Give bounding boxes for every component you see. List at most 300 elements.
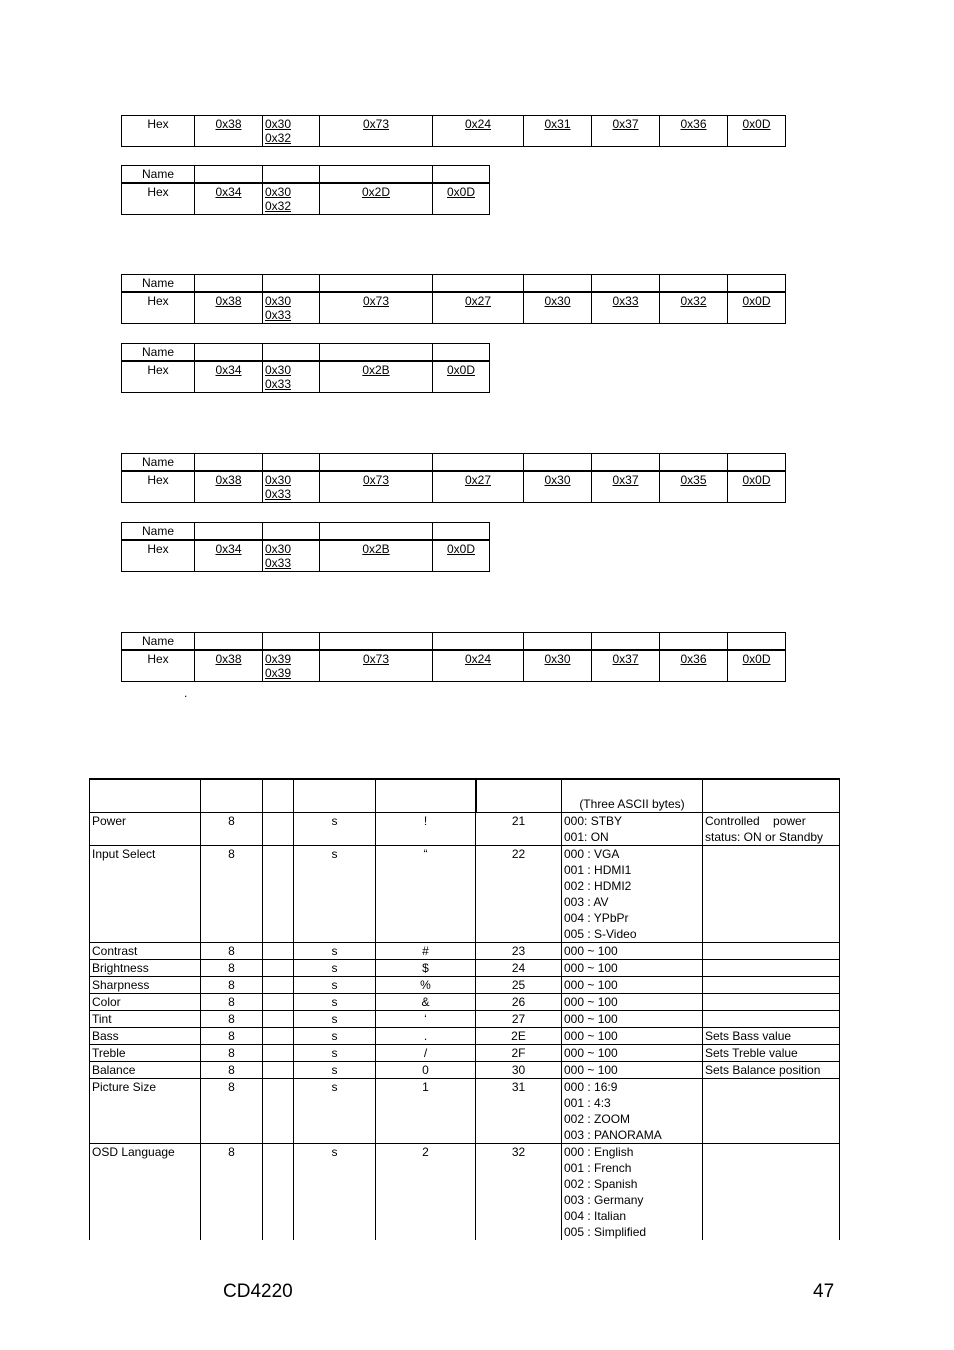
hex-label: Hex xyxy=(122,292,195,324)
hex-value: 0x0D xyxy=(742,117,771,131)
value-range xyxy=(562,994,703,1011)
hex-table xyxy=(121,165,490,215)
value-range xyxy=(562,813,703,846)
hex-value: 0x30 xyxy=(544,473,571,487)
description xyxy=(703,1011,840,1028)
name-cell xyxy=(195,454,263,472)
name-cell xyxy=(263,275,320,293)
hex-cell xyxy=(728,292,786,324)
command: s xyxy=(294,977,376,994)
value-line: 002 : ZOOM xyxy=(564,1112,631,1126)
description xyxy=(703,1062,840,1079)
hex-code: 25 xyxy=(476,977,562,994)
name-cell xyxy=(263,166,320,184)
item-name: Picture Size xyxy=(90,1079,201,1144)
length: 8 xyxy=(201,994,263,1011)
length: 8 xyxy=(201,1045,263,1062)
hex-cell xyxy=(660,650,728,682)
description xyxy=(703,960,840,977)
value-line: 003 : PANORAMA xyxy=(564,1128,662,1142)
spacer xyxy=(263,1028,294,1045)
hex-cell xyxy=(728,471,786,503)
name-cell xyxy=(320,523,433,541)
name-label: Name xyxy=(122,344,195,362)
name-cell xyxy=(433,633,524,651)
name-cell xyxy=(592,275,660,293)
hex-cell xyxy=(524,116,592,147)
hex-cell xyxy=(524,471,592,503)
length: 8 xyxy=(201,1011,263,1028)
hex-value: 0x38 xyxy=(215,294,242,308)
header-cell xyxy=(376,779,476,813)
hex-value: 0x33 xyxy=(265,556,292,570)
hex-value: 0x38 xyxy=(215,117,242,131)
command-row xyxy=(90,1011,840,1028)
header-cell xyxy=(294,779,376,813)
item-name: Treble xyxy=(90,1045,201,1062)
hex-cell xyxy=(195,116,263,147)
description-line: Controlled power xyxy=(705,814,806,828)
hex-code: 24 xyxy=(476,960,562,977)
name-cell xyxy=(195,166,263,184)
hex-value: 0x34 xyxy=(215,542,242,556)
hex-code: 2F xyxy=(476,1045,562,1062)
name-label: Name xyxy=(122,275,195,293)
length: 8 xyxy=(201,1144,263,1241)
hex-cell xyxy=(592,292,660,324)
length: 8 xyxy=(201,977,263,994)
value-range xyxy=(562,960,703,977)
value-line: 005 : Simplified xyxy=(564,1225,647,1239)
header-cell: (Three ASCII bytes) xyxy=(562,779,703,813)
name-cell xyxy=(263,523,320,541)
header-cell xyxy=(263,779,294,813)
value-line: 000 ~ 100 xyxy=(564,1046,618,1060)
description-line: Sets Balance position xyxy=(705,1063,821,1077)
hex-value: 0x0D xyxy=(742,652,771,666)
hex-label: Hex xyxy=(122,540,195,572)
command-row xyxy=(90,1079,840,1144)
item-name: Sharpness xyxy=(90,977,201,994)
hex-cell xyxy=(195,183,263,215)
value-range xyxy=(562,1028,703,1045)
hex-cell xyxy=(320,183,433,215)
header-cell xyxy=(201,779,263,813)
hex-value: 0x33 xyxy=(265,487,292,501)
hex-cell xyxy=(195,650,263,682)
hex-value: 0x73 xyxy=(362,473,390,487)
command-row xyxy=(90,943,840,960)
hex-cell xyxy=(263,116,320,147)
name-cell xyxy=(433,454,524,472)
hex-cell xyxy=(728,116,786,147)
description-line: Sets Bass value xyxy=(705,1029,792,1043)
hex-cell xyxy=(433,540,490,572)
hex-table xyxy=(121,274,786,324)
command: s xyxy=(294,960,376,977)
spacer xyxy=(263,1045,294,1062)
hex-value: 0x0D xyxy=(742,294,771,308)
command: s xyxy=(294,943,376,960)
spacer xyxy=(263,1011,294,1028)
name-cell xyxy=(524,275,592,293)
hex-table xyxy=(121,453,786,503)
item-name: Color xyxy=(90,994,201,1011)
hex-cell xyxy=(195,292,263,324)
command: s xyxy=(294,1045,376,1062)
value-range xyxy=(562,1045,703,1062)
name-cell xyxy=(320,166,433,184)
hex-value: 0x0D xyxy=(446,542,475,556)
hex-code: 27 xyxy=(476,1011,562,1028)
hex-value: 0x36 xyxy=(680,117,707,131)
name-label: Name xyxy=(122,166,195,184)
length: 8 xyxy=(201,1028,263,1045)
name-label: Name xyxy=(122,633,195,651)
name-cell xyxy=(660,275,728,293)
hex-value: 0x0D xyxy=(446,363,475,377)
command-row xyxy=(90,977,840,994)
hex-value: 0x39 xyxy=(265,666,292,680)
item-name: Tint xyxy=(90,1011,201,1028)
hex-cell xyxy=(433,183,490,215)
spacer xyxy=(263,813,294,846)
command-row xyxy=(90,1144,840,1241)
value-line: 000 ~ 100 xyxy=(564,995,618,1009)
description xyxy=(703,1028,840,1045)
hex-code: 31 xyxy=(476,1079,562,1144)
hex-value: 0x2B xyxy=(362,363,390,377)
spacer xyxy=(263,1062,294,1079)
hex-value: 0x73 xyxy=(362,652,390,666)
hex-value: 0x30 xyxy=(265,294,292,308)
hex-value: 0x32 xyxy=(265,131,292,145)
length: 8 xyxy=(201,813,263,846)
hex-value: 0x37 xyxy=(612,652,639,666)
hex-cell xyxy=(728,650,786,682)
command-row xyxy=(90,1045,840,1062)
name-cell xyxy=(320,344,433,362)
hex-value: 0x30 xyxy=(265,473,292,487)
name-cell xyxy=(195,523,263,541)
hex-cell xyxy=(433,471,524,503)
hex-code: 32 xyxy=(476,1144,562,1241)
ascii-code: / xyxy=(376,1045,476,1062)
name-cell xyxy=(433,166,490,184)
value-line: 005 : S-Video xyxy=(564,927,637,941)
hex-value: 0x30 xyxy=(265,185,292,199)
page-number: 47 xyxy=(813,1281,835,1302)
hex-value: 0x2B xyxy=(362,542,390,556)
command: s xyxy=(294,846,376,943)
hex-value: 0x38 xyxy=(215,473,242,487)
hex-cell xyxy=(320,292,433,324)
description xyxy=(703,1144,840,1241)
value-line: 000 : 16:9 xyxy=(564,1080,618,1094)
hex-value: 0x27 xyxy=(464,294,492,308)
item-name: Input Select xyxy=(90,846,201,943)
spacer xyxy=(263,977,294,994)
ascii-code: “ xyxy=(376,846,476,943)
spacer xyxy=(263,846,294,943)
description xyxy=(703,1079,840,1144)
hex-table xyxy=(121,522,490,572)
footer-model: CD4220 xyxy=(223,1281,293,1302)
header-cell xyxy=(90,779,201,813)
ascii-code: . xyxy=(376,1028,476,1045)
hex-value: 0x34 xyxy=(215,363,242,377)
spacer xyxy=(263,960,294,977)
hex-label: Hex xyxy=(122,361,195,393)
value-line: 001 : French xyxy=(564,1161,632,1175)
value-line: 000 : VGA xyxy=(564,847,620,861)
value-line: 000 ~ 100 xyxy=(564,944,618,958)
name-label: Name xyxy=(122,523,195,541)
command-row xyxy=(90,1028,840,1045)
name-cell xyxy=(660,633,728,651)
hex-cell xyxy=(320,361,433,393)
hex-value: 0x36 xyxy=(680,652,707,666)
command-row xyxy=(90,960,840,977)
hex-value: 0x30 xyxy=(544,294,571,308)
hex-label: Hex xyxy=(122,650,195,682)
hex-label: Hex xyxy=(122,116,195,147)
command-row xyxy=(90,813,840,846)
item-name: Brightness xyxy=(90,960,201,977)
ascii-code: 0 xyxy=(376,1062,476,1079)
hex-cell xyxy=(195,540,263,572)
ascii-code: # xyxy=(376,943,476,960)
hex-cell xyxy=(320,650,433,682)
command-row xyxy=(90,846,840,943)
value-range xyxy=(562,943,703,960)
length: 8 xyxy=(201,943,263,960)
hex-cell xyxy=(592,471,660,503)
command-table xyxy=(89,778,840,1240)
item-name: Balance xyxy=(90,1062,201,1079)
hex-value: 0x73 xyxy=(362,117,390,131)
hex-table xyxy=(121,632,786,682)
ascii-code: 1 xyxy=(376,1079,476,1144)
value-line: 000 ~ 100 xyxy=(564,1012,618,1026)
name-cell xyxy=(195,633,263,651)
hex-value: 0x37 xyxy=(612,473,639,487)
value-line: 001 : HDMI1 xyxy=(564,863,632,877)
hex-cell xyxy=(592,116,660,147)
value-line: 000 ~ 100 xyxy=(564,961,618,975)
name-cell xyxy=(728,454,786,472)
name-cell xyxy=(433,275,524,293)
name-cell xyxy=(524,633,592,651)
value-line: 001 : 4:3 xyxy=(564,1096,611,1110)
value-line: 004 : Italian xyxy=(564,1209,627,1223)
name-cell xyxy=(728,633,786,651)
hex-cell xyxy=(263,471,320,503)
spacer xyxy=(263,1144,294,1241)
ascii-code: % xyxy=(376,977,476,994)
value-line: 000 ~ 100 xyxy=(564,1063,618,1077)
hex-cell xyxy=(660,292,728,324)
hex-code: 30 xyxy=(476,1062,562,1079)
description xyxy=(703,846,840,943)
length: 8 xyxy=(201,1062,263,1079)
name-cell xyxy=(433,523,490,541)
item-name: OSD Language xyxy=(90,1144,201,1241)
hex-cell xyxy=(263,361,320,393)
hex-cell xyxy=(263,650,320,682)
header-cell xyxy=(476,779,562,813)
name-cell xyxy=(592,454,660,472)
hex-cell xyxy=(320,540,433,572)
ascii-code: $ xyxy=(376,960,476,977)
hex-code: 2E xyxy=(476,1028,562,1045)
hex-label: Hex xyxy=(122,183,195,215)
name-cell xyxy=(195,344,263,362)
command: s xyxy=(294,994,376,1011)
name-cell xyxy=(433,344,490,362)
length: 8 xyxy=(201,846,263,943)
description-line: Sets Treble value xyxy=(705,1046,798,1060)
command-row xyxy=(90,1062,840,1079)
name-cell xyxy=(320,633,433,651)
hex-value: 0x34 xyxy=(215,185,242,199)
hex-label: Hex xyxy=(122,471,195,503)
hex-table xyxy=(121,343,490,393)
value-line: 002 : HDMI2 xyxy=(564,879,632,893)
hex-cell xyxy=(320,116,433,147)
name-cell xyxy=(195,275,263,293)
value-line: 001: ON xyxy=(564,830,609,844)
hex-value: 0x39 xyxy=(265,652,292,666)
hex-value: 0x30 xyxy=(265,117,292,131)
command: s xyxy=(294,1028,376,1045)
hex-code: 22 xyxy=(476,846,562,943)
description xyxy=(703,977,840,994)
stray-dot: . xyxy=(184,686,188,700)
name-label: Name xyxy=(122,454,195,472)
hex-cell xyxy=(433,292,524,324)
hex-value: 0x35 xyxy=(680,473,707,487)
hex-cell xyxy=(660,471,728,503)
command: s xyxy=(294,1011,376,1028)
hex-table xyxy=(121,115,786,147)
length: 8 xyxy=(201,960,263,977)
hex-cell xyxy=(433,116,524,147)
name-cell xyxy=(320,275,433,293)
value-range xyxy=(562,1079,703,1144)
hex-cell xyxy=(524,292,592,324)
hex-cell xyxy=(433,650,524,682)
hex-value: 0x0D xyxy=(446,185,475,199)
hex-code: 26 xyxy=(476,994,562,1011)
value-line: 004 : YPbPr xyxy=(564,911,629,925)
spacer xyxy=(263,994,294,1011)
hex-value: 0x30 xyxy=(544,652,571,666)
description xyxy=(703,813,840,846)
hex-value: 0x32 xyxy=(680,294,707,308)
hex-code: 21 xyxy=(476,813,562,846)
command: s xyxy=(294,1144,376,1241)
hex-value: 0x27 xyxy=(464,473,492,487)
item-name: Power xyxy=(90,813,201,846)
value-range xyxy=(562,1062,703,1079)
ascii-code: 2 xyxy=(376,1144,476,1241)
value-line: 000 ~ 100 xyxy=(564,978,618,992)
hex-cell xyxy=(263,292,320,324)
hex-value: 0x32 xyxy=(265,199,292,213)
spacer xyxy=(263,943,294,960)
hex-value: 0x24 xyxy=(464,652,492,666)
value-line: 000 ~ 100 xyxy=(564,1029,618,1043)
hex-value: 0x33 xyxy=(265,377,292,391)
length: 8 xyxy=(201,1079,263,1144)
hex-cell xyxy=(263,540,320,572)
name-cell xyxy=(263,344,320,362)
hex-value: 0x30 xyxy=(265,542,292,556)
hex-value: 0x24 xyxy=(464,117,492,131)
name-cell xyxy=(592,633,660,651)
value-line: 000: STBY xyxy=(564,814,623,828)
hex-value: 0x33 xyxy=(612,294,639,308)
hex-value: 0x33 xyxy=(265,308,292,322)
hex-code: 23 xyxy=(476,943,562,960)
command: s xyxy=(294,1079,376,1144)
value-range xyxy=(562,1011,703,1028)
name-cell xyxy=(660,454,728,472)
value-range xyxy=(562,977,703,994)
description xyxy=(703,994,840,1011)
hex-cell xyxy=(263,183,320,215)
command: s xyxy=(294,1062,376,1079)
hex-cell xyxy=(433,361,490,393)
value-line: 002 : Spanish xyxy=(564,1177,638,1191)
ascii-code: & xyxy=(376,994,476,1011)
hex-value: 0x37 xyxy=(612,117,639,131)
hex-cell xyxy=(524,650,592,682)
hex-value: 0x38 xyxy=(215,652,242,666)
description xyxy=(703,943,840,960)
value-range xyxy=(562,1144,703,1241)
hex-cell xyxy=(592,650,660,682)
value-line: 003 : Germany xyxy=(564,1193,644,1207)
ascii-code: ! xyxy=(376,813,476,846)
hex-value: 0x2D xyxy=(361,185,390,199)
command: s xyxy=(294,813,376,846)
description-line: status: ON or Standby xyxy=(705,830,824,844)
hex-cell xyxy=(660,116,728,147)
hex-value: 0x31 xyxy=(544,117,571,131)
header-cell xyxy=(703,779,840,813)
hex-value: 0x0D xyxy=(742,473,771,487)
hex-value: 0x73 xyxy=(362,294,390,308)
hex-value: 0x30 xyxy=(265,363,292,377)
value-line: 003 : AV xyxy=(564,895,609,909)
item-name: Contrast xyxy=(90,943,201,960)
name-cell xyxy=(263,454,320,472)
value-line: 000 : English xyxy=(564,1145,634,1159)
description xyxy=(703,1045,840,1062)
hex-cell xyxy=(195,361,263,393)
name-cell xyxy=(728,275,786,293)
name-cell xyxy=(320,454,433,472)
value-range xyxy=(562,846,703,943)
item-name: Bass xyxy=(90,1028,201,1045)
command-row xyxy=(90,994,840,1011)
hex-cell xyxy=(195,471,263,503)
spacer xyxy=(263,1079,294,1144)
name-cell xyxy=(263,633,320,651)
ascii-code: ‘ xyxy=(376,1011,476,1028)
